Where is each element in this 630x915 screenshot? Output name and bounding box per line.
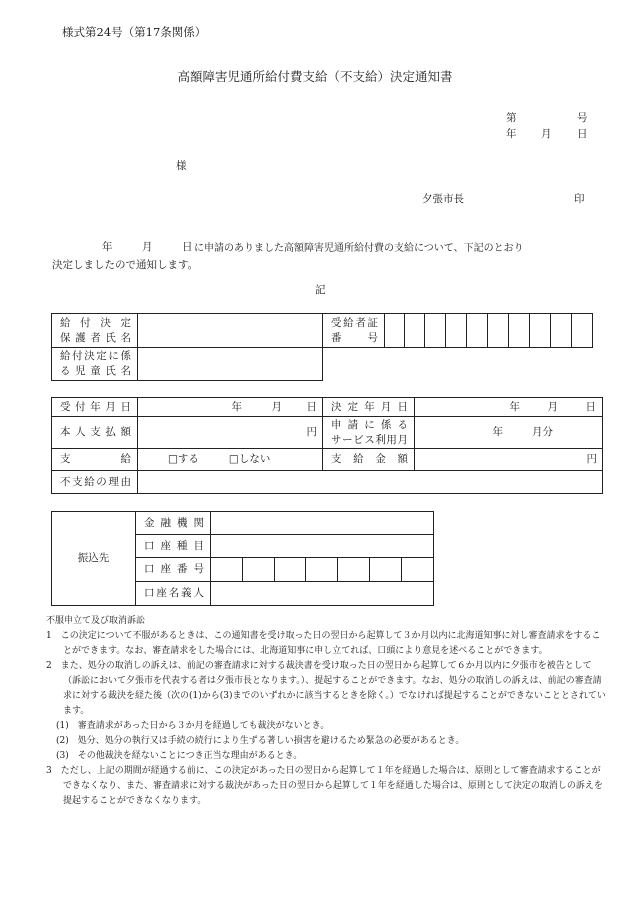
guardian-name-field[interactable] [138, 314, 323, 348]
recipient-number-label: 受給者証 番 号 [323, 314, 385, 348]
support-amount-label: 支給金額 [323, 449, 415, 471]
recipient-number-cell[interactable] [572, 314, 593, 348]
note-item-2: 2 また、処分の取消しの訴えは、前記の審査請求に対する裁決書を受け取った日の翌日から起算して６か月以内に夕張市を被告として（訴訟において夕張市を代表する者は夕張市長となります。）、提起することができます。なお、処分の取消しの訴えは、前記の審査請求に対する裁決を経た後（次の(1)から(3)までのいずれかに該当するときを除く。）でなければ提起することができないこととされています。 [46, 661, 606, 716]
notes-heading: 不服申立て及び取消訴訟 [46, 616, 146, 626]
addressee-sama: 様 [176, 160, 187, 172]
received-date-label: 受付年月日 [52, 398, 138, 417]
document-title: 高額障害児通所給付費支給（不支給）決定通知書 [177, 69, 453, 84]
form-number: 様式第24号（第17条関係） [62, 25, 207, 39]
service-month-label: 申請に係る サービス利用月 [323, 417, 415, 449]
child-name-field[interactable] [138, 348, 323, 381]
received-date-field[interactable]: 年 月 日 [138, 398, 323, 417]
intro-line-1: に申請のありました高額障害児通所給付費の支給について、下記のとおり [194, 243, 524, 254]
recipient-number-cell[interactable] [446, 314, 467, 348]
support-yes-checkbox[interactable]: □する [168, 453, 199, 465]
recipient-number-cell[interactable] [385, 314, 405, 348]
note-sub-1: (1) 審査請求があった日から３か月を経過しても裁決がないとき。 [56, 721, 330, 731]
support-amount-field[interactable]: 円 [415, 449, 603, 471]
decision-table [51, 397, 603, 494]
recipient-number-cell[interactable] [425, 314, 446, 348]
non-support-reason-label: 不支給の理由 [52, 471, 138, 494]
payment-amount-field[interactable]: 円 [138, 417, 323, 449]
seal-mark: 印 [574, 193, 585, 205]
account-holder-label: 口座名義人 [136, 582, 211, 606]
intro-month: 月 [142, 241, 153, 253]
account-number-cell[interactable] [370, 558, 402, 582]
account-holder-field[interactable] [211, 582, 434, 606]
intro-year: 年 [102, 241, 113, 253]
decision-date-label: 決定年月日 [323, 398, 415, 417]
recipient-number-cell[interactable] [530, 314, 551, 348]
decision-date-field[interactable]: 年 月 日 [415, 398, 603, 417]
bank-name-field[interactable] [211, 512, 434, 535]
non-support-reason-field[interactable] [138, 471, 603, 494]
support-no-checkbox[interactable]: □しない [228, 453, 271, 465]
bank-name-label: 金融機関 [136, 512, 211, 535]
account-number-cell[interactable] [243, 558, 275, 582]
support-label: 支 給 [52, 449, 138, 471]
account-number-cell[interactable] [211, 558, 243, 582]
account-number-cell[interactable] [338, 558, 370, 582]
doc-date-month: 月 [541, 128, 552, 140]
issuer-name: 夕張市長 [422, 193, 464, 205]
service-month-field[interactable]: 年 月分 [415, 417, 603, 449]
guardian-table [51, 313, 593, 381]
note-sub-2: (2) 処分、処分の執行又は手続の続行により生ずる著しい損害を避けるため緊急の必要があるとき。 [56, 736, 465, 746]
account-number-cell[interactable] [275, 558, 306, 582]
intro-day: 日 [182, 241, 193, 253]
note-sub-3: (3) その他裁決を経ないことにつき正当な理由があるとき。 [56, 751, 303, 761]
support-options [138, 449, 323, 471]
payment-amount-label: 本人支払額 [52, 417, 138, 449]
ki-heading: 記 [315, 284, 326, 296]
doc-date-year: 年 [506, 128, 517, 140]
note-item-1: 1 この決定について不服があるときは、この通知書を受け取った日の翌日から起算して３か月以内に北海道知事に対し審査請求をすることができます。なお、審査請求をした場合には、北海道知事に申し立てれば、口頭により意見を述べることができます。 [46, 631, 601, 656]
account-type-label: 口座種目 [136, 535, 211, 558]
doc-date-day: 日 [577, 128, 588, 140]
recipient-number-cell[interactable] [509, 314, 530, 348]
bank-transfer-label: 振込先 [52, 512, 136, 606]
recipient-number-cell[interactable] [488, 314, 509, 348]
recipient-number-cell[interactable] [551, 314, 572, 348]
account-type-field[interactable] [211, 535, 434, 558]
account-number-cell[interactable] [402, 558, 434, 582]
doc-number-dai: 第 [506, 112, 517, 124]
guardian-label: 給付決定 保護者氏名 [52, 314, 138, 348]
child-name-label: 給付決定に係 る児童氏名 [52, 348, 138, 381]
recipient-number-cell[interactable] [405, 314, 425, 348]
appeal-notes [46, 614, 606, 809]
recipient-number-cell[interactable] [467, 314, 488, 348]
account-number-cell[interactable] [306, 558, 338, 582]
bank-table [51, 511, 434, 606]
account-number-label: 口座番号 [136, 558, 211, 582]
doc-number-go: 号 [577, 112, 588, 124]
intro-line-2: 決定しましたので通知します。 [52, 259, 199, 271]
note-item-3: 3 ただし、上記の期間が経過する前に、この決定があった日の翌日から起算して１年を経過した場合は、原則として審査請求することができなくなり、また、審査請求に対する裁決があった日の翌日から起算して１年を経過した場合は、原則として決定の取消しの訴えを提起することができなくなります。 [46, 766, 603, 806]
